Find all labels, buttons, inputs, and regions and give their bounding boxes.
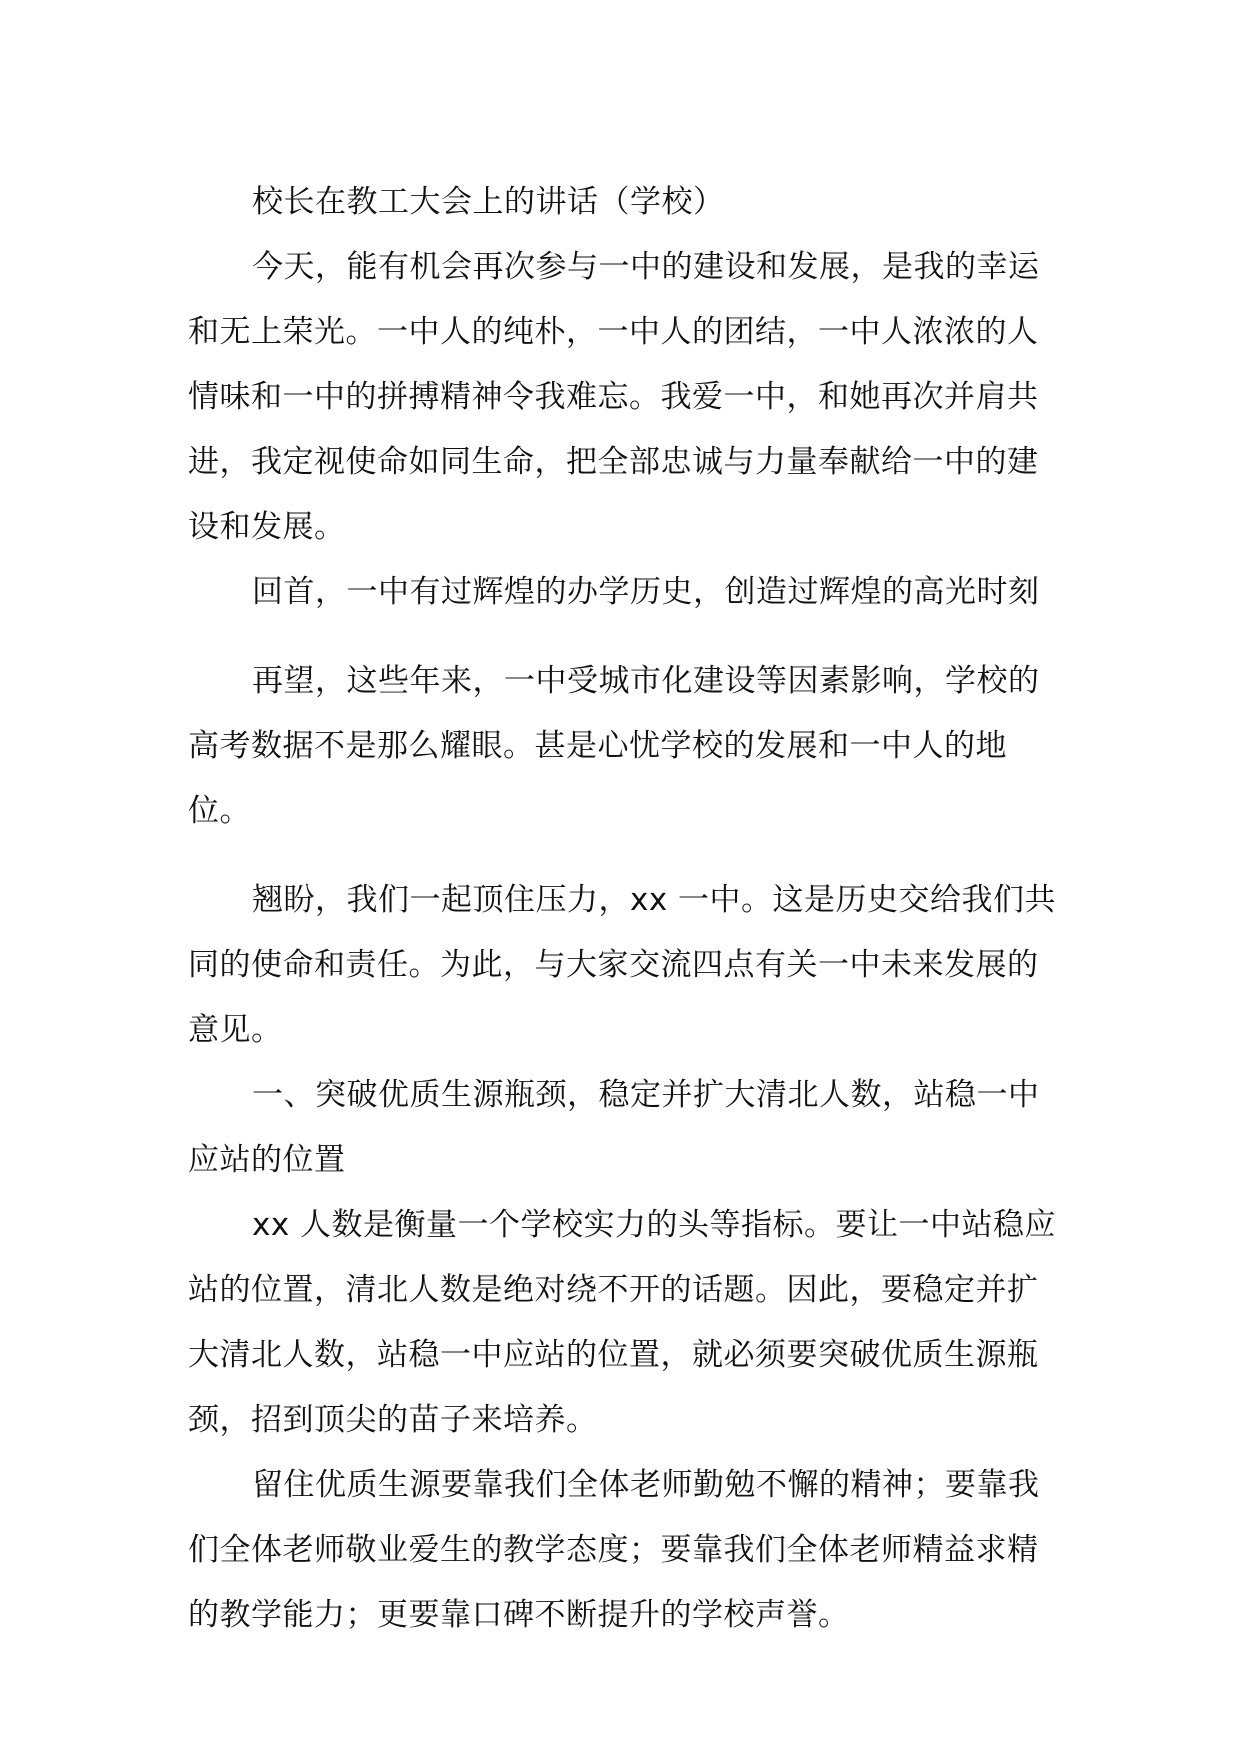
paragraph-5: xx 人数是衡量一个学校实力的头等指标。要让一中站稳应站的位置，清北人数是绝对绕不开的话题。因此，要稳定并扩大清北人数，站稳一中应站的位置，就必须要突破优质生源瓶颈，招到顶尖的苗子来培养。 (188, 1207, 1057, 1438)
paragraph-6: 留住优质生源要靠我们全体老师勤勉不懈的精神；要靠我们全体老师敬业爱生的教学态度；要靠我们全体老师精益求精的教学能力；更要靠口碑不断提升的学校声誉。 (188, 1467, 1040, 1633)
paragraph-3: 再望，这些年来，一中受城市化建设等因素影响，学校的高考数据不是那么耀眼。甚是心忧学校的发展和一中人的地位。 (188, 663, 1040, 829)
section-heading-1: 一、突破优质生源瓶颈，稳定并扩大清北人数，站稳一中应站的位置 (188, 1077, 1040, 1178)
paragraph-gap (188, 625, 1068, 649)
document-title: 校长在教工大会上的讲话（学校） (252, 184, 725, 220)
paragraph-gap (188, 844, 1068, 868)
document-body (188, 170, 1068, 1648)
paragraph-1: 今天，能有机会再次参与一中的建设和发展，是我的幸运和无上荣光。一中人的纯朴，一中人的团结，一中人浓浓的人情味和一中的拼搏精神令我难忘。我爱一中，和她再次并肩共进，我定视使命如同生命，把全部忠诚与力量奉献给一中的建设和发展。 (188, 249, 1040, 545)
paragraph-2: 回首，一中有过辉煌的办学历史，创造过辉煌的高光时刻 (252, 574, 1040, 610)
paragraph-4: 翘盼，我们一起顶住压力，xx 一中。这是历史交给我们共同的使命和责任。为此，与大家交流四点有关一中未来发展的意见。 (188, 882, 1057, 1048)
